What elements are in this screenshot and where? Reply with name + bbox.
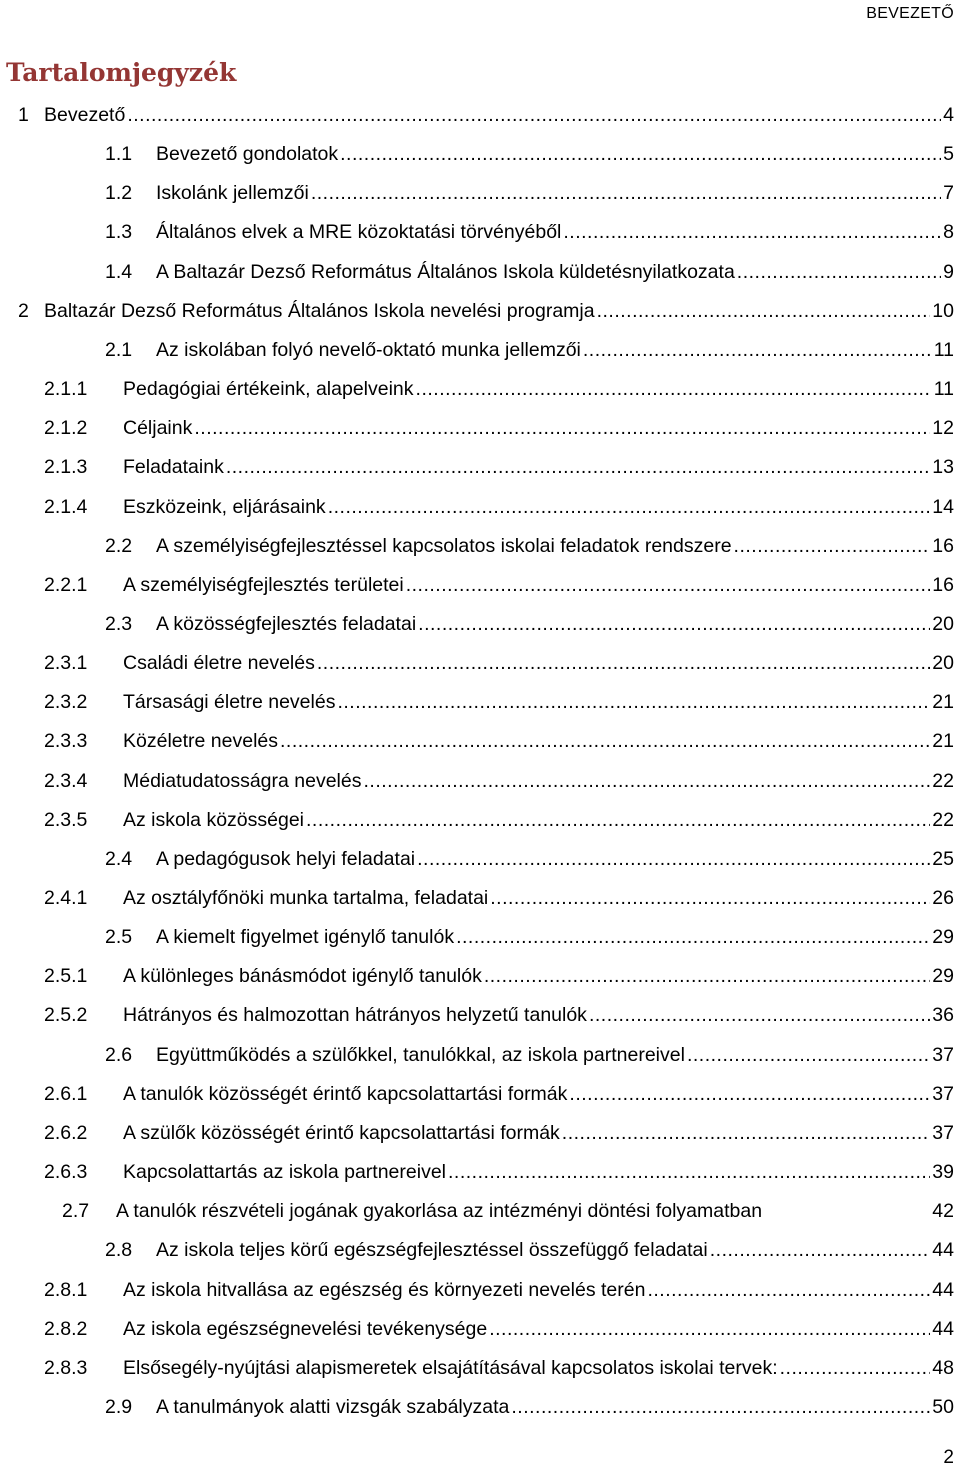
toc-dot-leader <box>127 104 941 127</box>
toc-entry[interactable] <box>18 104 954 143</box>
toc-entry-title: Bevezető gondolatok <box>156 143 339 166</box>
toc-entry-page: 36 <box>932 1004 954 1027</box>
toc-entry-title: Kapcsolattartás az iskola partnereivel <box>123 1161 446 1184</box>
toc-entry[interactable] <box>105 261 954 300</box>
toc-entry-title: Iskolánk jellemzői <box>156 182 309 205</box>
toc-entry-number: 2.8 <box>105 1239 133 1262</box>
toc-entry-page: 29 <box>932 965 954 988</box>
toc-entry[interactable] <box>105 182 954 221</box>
toc-dot-leader <box>737 261 941 284</box>
toc-entry[interactable] <box>105 1396 954 1435</box>
toc-entry-number: 2.5.2 <box>44 1004 88 1027</box>
toc-entry-page: 22 <box>932 769 954 792</box>
toc-entry-number: 2.6 <box>105 1043 133 1066</box>
toc-dot-leader <box>490 887 930 910</box>
toc-entry[interactable] <box>44 1122 954 1161</box>
toc-entry[interactable] <box>44 456 954 495</box>
toc-entry-page: 37 <box>932 1082 954 1105</box>
toc-entry-number: 2.3.5 <box>44 808 88 831</box>
toc-entry[interactable] <box>62 1200 954 1239</box>
toc-entry-number: 2.4 <box>105 847 133 870</box>
toc-dot-leader <box>194 417 930 440</box>
toc-entry-title: Közéletre nevelés <box>123 730 279 753</box>
toc-entry-number: 2.1.3 <box>44 456 88 479</box>
toc-dot-leader <box>226 456 930 479</box>
toc-entry-title: Bevezető <box>44 104 126 126</box>
toc-entry[interactable] <box>44 378 954 417</box>
toc-entry[interactable] <box>44 1004 954 1043</box>
toc-title: Tartalomjegyzék <box>6 58 237 87</box>
toc-entry-page: 12 <box>932 417 954 440</box>
running-header: BEVEZETŐ <box>866 5 954 22</box>
toc-entry-page: 37 <box>932 1121 954 1144</box>
toc-entry-page: 44 <box>932 1278 954 1301</box>
toc-dot-leader <box>418 613 930 636</box>
toc-entry[interactable] <box>44 574 954 613</box>
toc-dot-leader <box>647 1279 930 1302</box>
toc-dot-leader <box>569 1083 930 1106</box>
toc-entry-page: 13 <box>932 456 954 479</box>
toc-entry-page: 4 <box>943 104 954 126</box>
toc-entry[interactable] <box>44 1083 954 1122</box>
toc-entry[interactable] <box>44 887 954 926</box>
toc-entry-page: 20 <box>932 612 954 635</box>
toc-entry-page: 50 <box>932 1395 954 1418</box>
toc-dot-leader <box>511 1396 930 1419</box>
toc-entry-number: 2.6.2 <box>44 1121 88 1144</box>
toc-entry-number: 2.8.1 <box>44 1278 88 1301</box>
toc-entry-number: 2.1.4 <box>44 495 88 518</box>
toc-entry[interactable] <box>105 613 954 652</box>
toc-entry-number: 2.4.1 <box>44 887 88 909</box>
toc-entry-title: A Baltazár Dezső Református Általános Iskola küldetésnyilatkozata <box>156 260 735 283</box>
toc-dot-leader <box>406 574 931 597</box>
toc-entry-page: 5 <box>943 143 954 166</box>
toc-entry-page: 48 <box>932 1356 954 1379</box>
toc-dot-leader <box>417 848 930 871</box>
toc-entry[interactable] <box>44 496 954 535</box>
toc-entry[interactable] <box>44 730 954 769</box>
toc-dot-leader <box>562 1122 931 1145</box>
toc-entry-number: 1 <box>18 104 29 126</box>
toc-dot-leader <box>416 378 932 401</box>
toc-entry[interactable] <box>44 1161 954 1200</box>
toc-entry-title: A tanulmányok alatti vizsgák szabályzata <box>156 1395 510 1418</box>
toc-entry-number: 2 <box>18 299 29 322</box>
toc-entry-title: Az iskola teljes körű egészségfejlesztéssel összefüggő feladatai <box>156 1239 708 1262</box>
toc-entry-number: 2.3.3 <box>44 730 88 753</box>
page-number: 2 <box>943 1447 954 1468</box>
toc-entry[interactable] <box>44 417 954 456</box>
toc-entry-number: 2.6.3 <box>44 1161 88 1184</box>
toc-entry-number: 1.2 <box>105 182 133 205</box>
toc-entry-number: 2.3.1 <box>44 652 88 675</box>
toc-entry-number: 1.1 <box>105 143 133 166</box>
toc-entry-page: 39 <box>932 1161 954 1184</box>
toc-entry[interactable] <box>44 652 954 691</box>
toc-entry[interactable] <box>105 535 954 574</box>
toc-dot-leader <box>337 691 930 714</box>
toc-entry[interactable] <box>105 339 954 378</box>
toc-dot-leader <box>456 926 930 949</box>
toc-dot-leader <box>448 1161 930 1184</box>
toc-entry-number: 2.1 <box>105 338 133 361</box>
toc-entry-number: 2.1.2 <box>44 417 88 440</box>
toc-entry-title: Elsősegély-nyújtási alapismeretek elsajátításával kapcsolatos iskolai tervek: <box>123 1356 778 1379</box>
toc-entry-title: Együttműködés a szülőkkel, tanulókkal, az iskola partnereivel <box>156 1043 685 1066</box>
toc-entry-title: A közösségfejlesztés feladatai <box>156 612 417 635</box>
toc-entry-page: 10 <box>932 299 954 322</box>
toc-entry-title: A személyiségfejlesztés területei <box>123 573 404 596</box>
toc-entry[interactable] <box>44 809 954 848</box>
toc-dot-leader <box>589 1004 930 1027</box>
toc-dot-leader <box>687 1044 930 1067</box>
toc-entry-page: 37 <box>932 1043 954 1066</box>
toc-entry[interactable] <box>105 1239 954 1278</box>
toc-dot-leader <box>364 770 931 793</box>
toc-entry-page: 21 <box>932 691 954 714</box>
toc-entry-page: 22 <box>932 808 954 831</box>
toc-entry[interactable] <box>44 1279 954 1318</box>
toc-entry[interactable] <box>105 926 954 965</box>
toc-entry-title: Az iskola közösségei <box>123 808 305 831</box>
toc-entry-title: Az osztályfőnöki munka tartalma, feladatai <box>123 887 489 909</box>
toc-entry-page: 16 <box>932 573 954 596</box>
toc-entry-title: Társasági életre nevelés <box>123 691 336 714</box>
toc-dot-leader <box>328 496 931 519</box>
toc-entry-number: 2.5.1 <box>44 965 88 988</box>
toc-entry[interactable] <box>105 1044 954 1083</box>
toc-entry[interactable] <box>105 143 954 182</box>
toc-entry-title: Médiatudatosságra nevelés <box>123 769 362 792</box>
toc-entry-number: 2.6.1 <box>44 1082 88 1105</box>
toc-entry-number: 2.9 <box>105 1395 133 1418</box>
toc-entry-title: Eszközeink, eljárásaink <box>123 495 326 518</box>
toc-entry-title: A szülők közösségét érintő kapcsolattartási formák <box>123 1121 560 1144</box>
toc-entry-title: Az iskola hitvallása az egészség és környezeti nevelés terén <box>123 1278 646 1301</box>
toc-entry-number: 2.3.4 <box>44 769 88 792</box>
toc-entry-title: Feladataink <box>123 456 224 479</box>
toc-dot-leader <box>583 339 932 362</box>
toc-entry-title: Baltazár Dezső Református Általános Iskola nevelési programja <box>44 299 595 322</box>
toc-entry-page: 29 <box>932 926 954 949</box>
toc-entry-number: 2.8.3 <box>44 1356 88 1379</box>
toc-entry-number: 2.8.2 <box>44 1317 88 1340</box>
toc-entry-title: A kiemelt figyelmet igénylő tanulók <box>156 926 455 949</box>
toc-entry-page: 44 <box>932 1317 954 1340</box>
toc-entry-title: A tanulók részvételi jogának gyakorlása az intézményi döntési folyamatban <box>116 1200 763 1223</box>
toc-entry-title: Hátrányos és halmozottan hátrányos helyzetű tanulók <box>123 1004 587 1027</box>
toc-entry-number: 2.3.2 <box>44 691 88 714</box>
toc-dot-leader <box>563 221 941 244</box>
toc-entry-number: 2.2.1 <box>44 573 88 596</box>
toc-entry[interactable] <box>44 770 954 809</box>
toc-entry-title: A pedagógusok helyi feladatai <box>156 847 416 870</box>
toc-entry-page: 11 <box>933 378 954 401</box>
toc-dot-leader <box>340 143 941 166</box>
toc-entry-title: A különleges bánásmódot igénylő tanulók <box>123 965 482 988</box>
toc-entry[interactable] <box>44 965 954 1004</box>
toc-entry-page: 42 <box>932 1200 954 1223</box>
toc-entry-number: 1.3 <box>105 221 133 244</box>
toc-dot-leader <box>311 182 941 205</box>
toc-entry-page: 14 <box>932 495 954 518</box>
toc-entry-page: 7 <box>943 182 954 205</box>
toc-entry-title: A személyiségfejlesztéssel kapcsolatos iskolai feladatok rendszere <box>156 534 732 557</box>
toc-entry-page: 44 <box>932 1239 954 1262</box>
toc-dot-leader <box>710 1239 931 1262</box>
toc-entry[interactable] <box>44 1318 954 1357</box>
toc-entry-page: 26 <box>932 887 954 909</box>
toc-entry[interactable] <box>105 221 954 260</box>
toc-entry[interactable] <box>44 691 954 730</box>
toc-entry[interactable] <box>105 848 954 887</box>
toc-entry-title: Céljaink <box>123 417 193 440</box>
toc-entry-page: 9 <box>943 260 954 283</box>
toc-dot-leader <box>597 300 931 323</box>
toc-entry-page: 11 <box>933 338 954 361</box>
toc-entry-number: 2.1.1 <box>44 378 88 401</box>
toc-entry-page: 16 <box>932 534 954 557</box>
toc-entry[interactable] <box>44 1357 954 1396</box>
toc-dot-leader <box>306 809 930 832</box>
toc-entry-number: 2.7 <box>62 1200 90 1223</box>
toc-entry-title: Pedagógiai értékeink, alapelveink <box>123 378 414 401</box>
toc-entry-title: Családi életre nevelés <box>123 652 315 675</box>
toc-entry-page: 8 <box>943 221 954 244</box>
toc-entry-number: 2.5 <box>105 926 133 949</box>
toc-entry[interactable] <box>18 300 954 339</box>
toc-entry-title: Az iskolában folyó nevelő-oktató munka jellemzői <box>156 338 581 361</box>
toc-dot-leader <box>734 535 931 558</box>
toc-entry-number: 2.2 <box>105 534 133 557</box>
toc-entry-title: A tanulók közösségét érintő kapcsolattartási formák <box>123 1082 568 1105</box>
toc-entry-title: Az iskola egészségnevelési tevékenysége <box>123 1317 488 1340</box>
toc-dot-leader <box>317 652 930 675</box>
toc-entry-page: 21 <box>932 730 954 753</box>
toc-dot-leader <box>489 1318 930 1341</box>
toc-entry-number: 1.4 <box>105 260 133 283</box>
toc-entry-number: 2.3 <box>105 612 133 635</box>
toc-dot-leader <box>780 1357 931 1380</box>
toc-entry-page: 20 <box>932 652 954 675</box>
toc-entry-page: 25 <box>932 847 954 870</box>
toc-dot-leader <box>280 730 930 753</box>
toc-dot-leader <box>484 965 930 988</box>
toc-entry-title: Általános elvek a MRE közoktatási törvényéből <box>156 221 562 244</box>
